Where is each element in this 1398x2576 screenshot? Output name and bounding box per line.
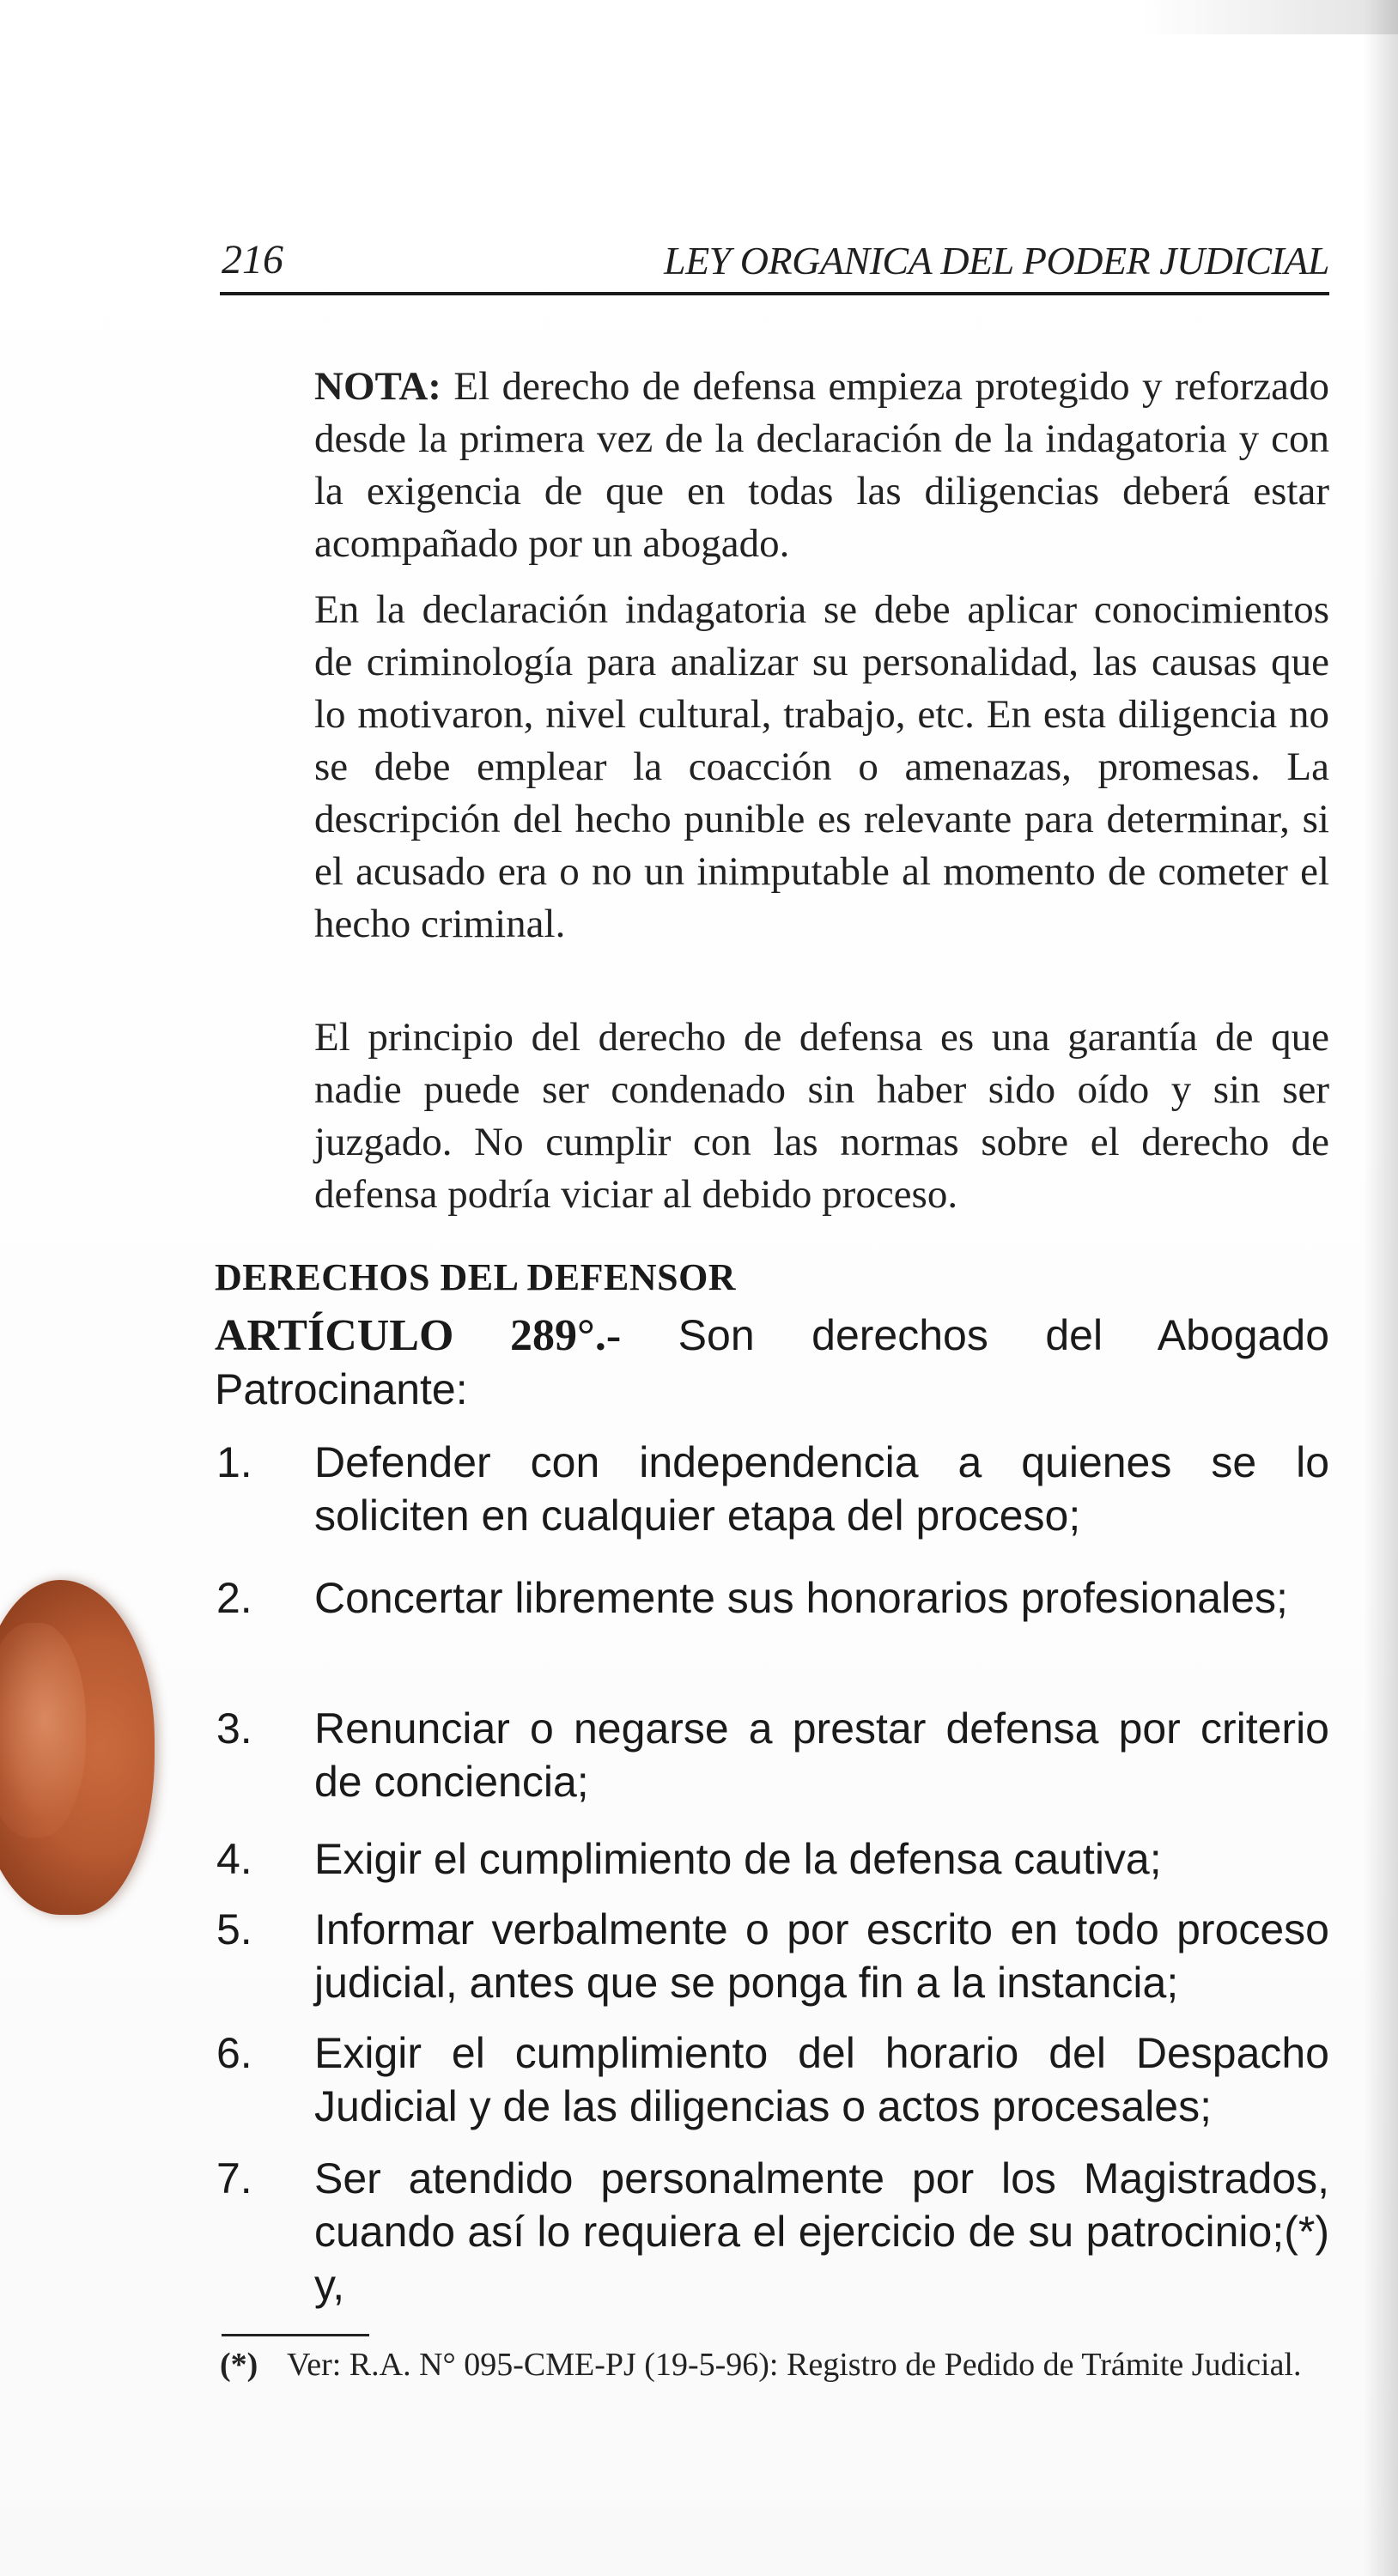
list-item-text: Concertar libremente sus honorarios profesionales;	[314, 1574, 1288, 1622]
list-item	[215, 2152, 1329, 2312]
list-item	[215, 1903, 1329, 2009]
footnote-text: Ver: R.A. N° 095-CME-PJ (19-5-96): Registro de Pedido de Trámite Judicial.	[287, 2347, 1302, 2383]
note-paragraph-2	[314, 584, 1329, 954]
article-number: ARTÍCULO 289°.-	[215, 1311, 622, 1360]
note-paragraph-3	[314, 1012, 1329, 1224]
list-item-text: Informar verbalmente o por escrito en todo proceso judicial, antes que se ponga fin a la instancia;	[314, 1905, 1329, 2007]
section-title: DERECHOS DEL DEFENSOR	[215, 1256, 737, 1298]
list-item	[215, 1436, 1329, 1542]
list-item	[215, 1571, 1329, 1625]
list-item-number: 7.	[216, 2154, 252, 2202]
footnote-mark: (*)	[220, 2347, 258, 2383]
list-item-text: Exigir el cumplimiento de la defensa cautiva;	[314, 1835, 1162, 1883]
list-item-number: 2.	[216, 1574, 252, 1622]
page-edge-shadow	[1364, 0, 1398, 2576]
footnote-rule	[222, 2334, 369, 2336]
list-item-number: 5.	[216, 1905, 252, 1953]
thumb-highlight	[0, 1623, 86, 1838]
note-text-3: El principio del derecho de defensa es una garantía de que nadie puede ser condenado sin haber sido oído y sin ser juzgado. No cumplir con las normas sobre el derecho de defensa podría viciar al debido proceso.	[314, 1015, 1329, 1217]
list-item-number: 6.	[216, 2029, 252, 2077]
list-item-text: Exigir el cumplimiento del horario del Despacho Judicial y de las diligencias o actos procesales;	[314, 2029, 1329, 2130]
list-item-number: 4.	[216, 1835, 252, 1883]
article-intro: Son derechos del Abogado Patrocinante:	[215, 1311, 1330, 1413]
article-heading	[215, 1309, 1329, 1416]
footnote	[220, 2344, 1328, 2385]
note-label: NOTA:	[314, 364, 441, 409]
running-head: LEY ORGANICA DEL PODER JUDICIAL	[663, 239, 1329, 283]
list-item	[215, 1832, 1329, 1886]
list-item-text: Ser atendido personalmente por los Magistrados, cuando así lo requiera el ejercicio de su patrocinio;(*) y,	[314, 2154, 1329, 2309]
list-item-text: Renunciar o negarse a prestar defensa por criterio de conciencia;	[314, 1704, 1329, 1806]
list-item-number: 1.	[216, 1438, 252, 1486]
page-header	[220, 223, 1329, 295]
list-item-number: 3.	[216, 1704, 252, 1753]
page-corner-shadow	[1140, 0, 1398, 34]
note-paragraph-1	[314, 361, 1329, 574]
list-item	[215, 1702, 1329, 1808]
note-text-1: El derecho de defensa empieza protegido y reforzado desde la primera vez de la declaración de la indagatoria y con la exigencia de que en todas las diligencias deberá estar acompañado por un abogado.	[314, 364, 1329, 566]
list-item	[215, 2026, 1329, 2133]
list-item-text: Defender con independencia a quienes se lo soliciten en cualquier etapa del proceso;	[314, 1438, 1329, 1540]
note-text-2: En la declaración indagatoria se debe aplicar conocimientos de criminología para analizar su personalidad, las causas que lo motivaron, nivel cultural, trabajo, etc. En esta diligencia no se debe emplear la coacción o amenazas, promesas. La descripción del hecho punible es relevante para determinar, si el acusado era o no un inimputable al momento de cometer el hecho criminal.	[314, 587, 1329, 946]
page-number: 216	[222, 237, 283, 283]
